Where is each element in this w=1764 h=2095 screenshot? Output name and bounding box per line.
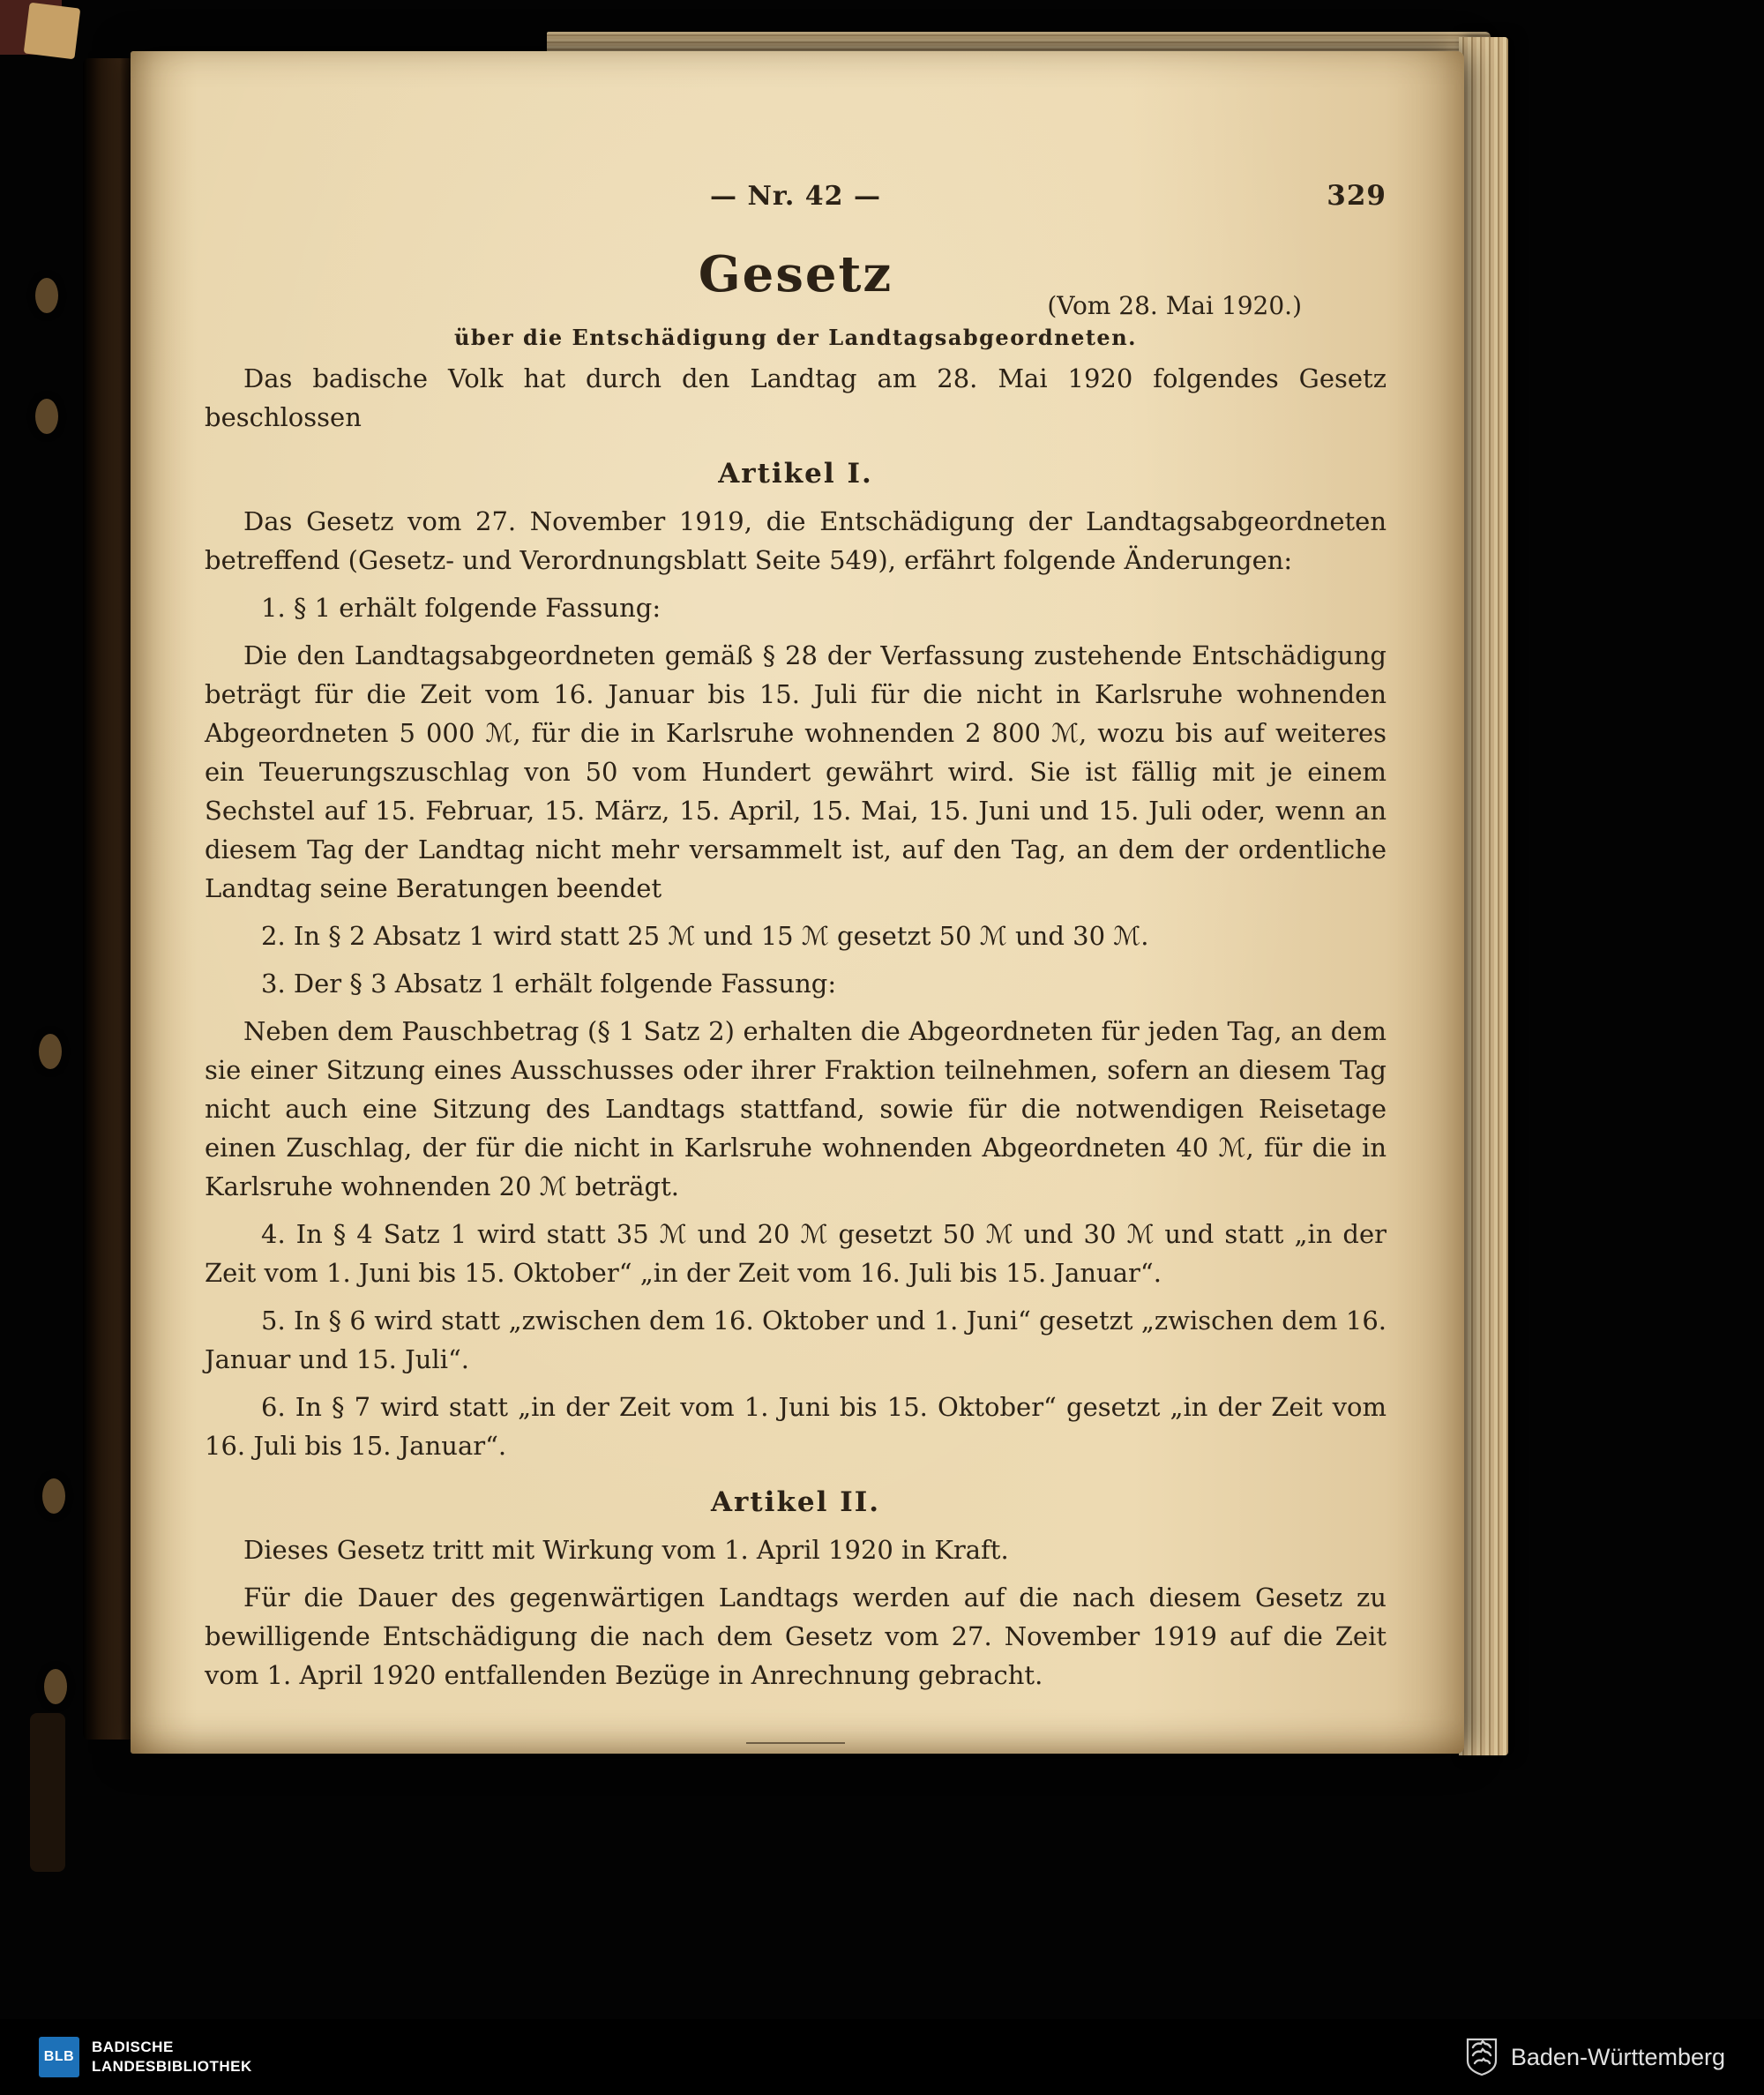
section-end-rule (746, 1742, 845, 1744)
library-name-line2: LANDESBIBLIOTHEK (92, 2058, 252, 2075)
binding-knot (44, 1669, 67, 1704)
article-1-heading: Artikel I. (718, 458, 873, 490)
article-1-item-3-text: Neben dem Pauschbetrag (§ 1 Satz 2) erhalten die Abgeordneten für jeden Tag, an dem sie einer Sitzung eines Ausschusses oder ihrer Fraktion teilnehmen, sofern an diesem Tag nicht auch eine Sitzung des Landtags stattfand, sowie für die notwendigen Reisetage einen Zuschlag, der für die nicht in Karlsruhe wohnenden Abgeordneten 40 ℳ, für die in Karlsruhe wohnenden 20 ℳ beträgt. (205, 1016, 1387, 1201)
article-1-item-6: 6. In § 7 wird statt „in der Zeit vom 1. Juni bis 15. Oktober“ gesetzt „in der Zeit vom 16. Juli bis 15. Januar“. (205, 1392, 1387, 1461)
article-1-item-5: 5. In § 6 wird statt „zwischen dem 16. Oktober und 1. Juni“ gesetzt „zwischen dem 16. Januar und 15. Juli“. (205, 1306, 1387, 1374)
book-spine (83, 58, 132, 1740)
viewer-footer (0, 2019, 1764, 2095)
title-row (205, 245, 1387, 320)
binding-knot (42, 1478, 65, 1514)
state-name: Baden-Württemberg (1510, 2043, 1725, 2070)
article-2-paragraph-2: Für die Dauer des gegenwärtigen Landtags werden auf die nach diesem Gesetz zu bewilligende Entschädigung die nach dem Gesetz vom 27. November 1919 auf die Zeit vom 1. April 1920 entfallenden Bezüge in Anrechnung gebracht. (205, 1582, 1387, 1690)
state-logo-link[interactable] (1465, 2038, 1725, 2076)
page-number: 329 (1327, 180, 1387, 212)
book-binding-edge (30, 1713, 65, 1872)
article-1-item-4: 4. In § 4 Satz 1 wird statt 35 ℳ und 20 ℳ gesetzt 50 ℳ und 30 ℳ und statt „in der Zeit vom 1. Juni bis 15. Oktober“ „in der Zeit vom 16. Juli bis 15. Januar“. (205, 1219, 1387, 1288)
article-2-heading: Artikel II. (710, 1486, 881, 1518)
blb-logo-icon (39, 2037, 79, 2077)
scanned-page (131, 51, 1464, 1754)
page-edges-right (1459, 37, 1508, 1755)
page-fragment (24, 3, 81, 60)
library-logo-link[interactable] (39, 2037, 252, 2077)
page-content (131, 51, 1464, 1744)
article-1-item-1: 1. § 1 erhält folgende Fassung: (261, 593, 662, 623)
blb-logo-text: BLB (43, 2049, 75, 2064)
article-1-item-2: 2. In § 2 Absatz 1 wird statt 25 ℳ und 15 ℳ gesetzt 50 ℳ und 30 ℳ. (261, 921, 1149, 951)
issue-number: — Nr. 42 — (710, 181, 881, 212)
law-intro: Das badische Volk hat durch den Landtag am 28. Mai 1920 folgendes Gesetz beschlossen (205, 363, 1387, 432)
library-name-line1: BADISCHE (92, 2038, 174, 2055)
article-1-item-3: 3. Der § 3 Absatz 1 erhält folgende Fassung: (261, 969, 837, 999)
page-header (205, 180, 1387, 212)
coat-of-arms-icon (1465, 2038, 1499, 2076)
law-date-note: (Vom 28. Mai 1920.) (1047, 291, 1302, 320)
law-title: Gesetz (698, 245, 893, 303)
article-2-paragraph-1: Dieses Gesetz tritt mit Wirkung vom 1. April 1920 in Kraft. (243, 1535, 1009, 1565)
binding-knot (35, 399, 58, 434)
library-name (92, 2038, 252, 2076)
binding-knot (35, 278, 58, 313)
law-subtitle: über die Entschädigung der Landtagsabgeordneten. (453, 325, 1138, 350)
article-1-intro: Das Gesetz vom 27. November 1919, die Entschädigung der Landtagsabgeordneten betreffend (Gesetz- und Verordnungsblatt Seite 549), erfährt folgende Änderungen: (205, 506, 1387, 575)
article-1-item-1-text: Die den Landtagsabgeordneten gemäß § 28 der Verfassung zustehende Entschädigung beträgt für die Zeit vom 16. Januar bis 15. Juli für die nicht in Karlsruhe wohnenden Abgeordneten 5 000 ℳ, für die in Karlsruhe wohnenden 2 800 ℳ, wozu bis auf weiteres ein Teuerungszuschlag von 50 vom Hundert gewährt wird. Sie ist fällig mit je einem Sechstel auf 15. Februar, 15. März, 15. April, 15. Mai, 15. Juni und 15. Juli oder, wenn an diesem Tag der Landtag nicht mehr versammelt ist, auf den Tag, an dem der ordentliche Landtag seine Beratungen beendet (205, 640, 1387, 903)
binding-knot (39, 1034, 62, 1069)
